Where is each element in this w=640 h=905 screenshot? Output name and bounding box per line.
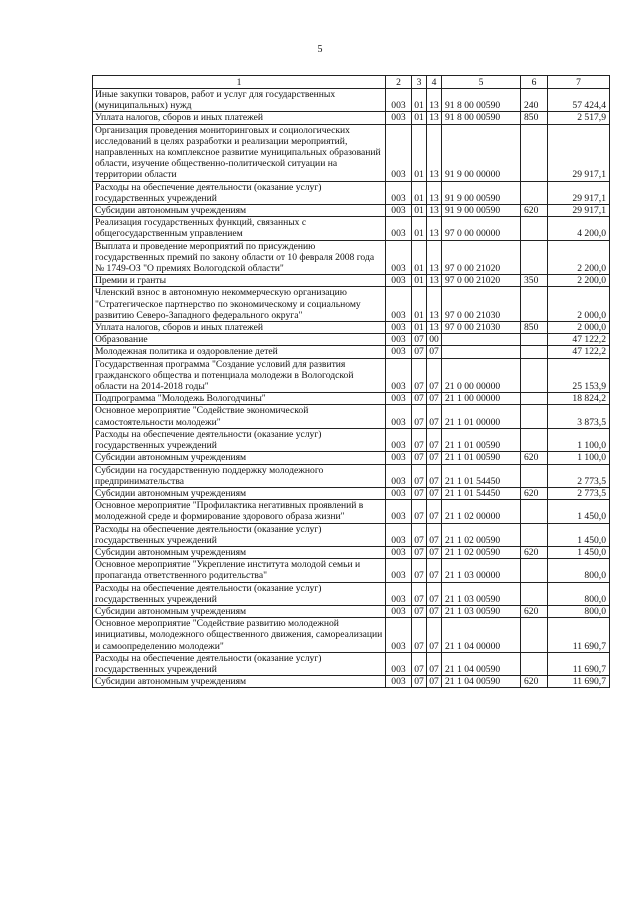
expense-type [521,346,548,358]
section-code: 07 [412,500,427,523]
expense-type [521,124,548,181]
item-name: Расходы на обеспечение деятельности (оказание услуг) государственных учреждений [93,582,386,605]
target-article: 21 1 02 00000 [442,500,521,523]
budget-table [92,75,610,688]
target-article: 21 1 01 54450 [442,464,521,487]
section-code: 07 [412,559,427,582]
amount: 1 100,0 [548,428,610,451]
item-name: Иные закупки товаров, работ и услуг для государственных (муниципальных) нужд [93,89,386,112]
item-name: Субсидии автономным учреждениям [93,546,386,558]
subsection-code: 07 [427,346,442,358]
amount: 11 690,7 [548,676,610,688]
expense-type [521,652,548,675]
expense-type [521,559,548,582]
subsection-code: 13 [427,181,442,204]
target-article: 91 9 00 00590 [442,205,521,217]
amount: 57 424,4 [548,89,610,112]
expense-type: 620 [521,605,548,617]
expense-type [521,287,548,322]
target-article: 97 0 00 21020 [442,240,521,275]
expense-type: 620 [521,546,548,558]
section-code: 07 [412,546,427,558]
target-article [442,334,521,346]
amount: 1 450,0 [548,500,610,523]
section-code: 01 [412,124,427,181]
target-article: 97 0 00 00000 [442,217,521,240]
item-name: Уплата налогов, сборов и иных платежей [93,112,386,124]
expense-type [521,405,548,428]
section-code: 01 [412,322,427,334]
section-code: 07 [412,428,427,451]
subsection-code: 07 [427,559,442,582]
table-row [93,346,610,358]
amount: 18 824,2 [548,393,610,405]
col-header-2: 2 [386,76,412,89]
subsection-code: 13 [427,89,442,112]
section-code: 01 [412,112,427,124]
target-article: 21 1 02 00590 [442,523,521,546]
subsection-code: 07 [427,500,442,523]
amount: 800,0 [548,605,610,617]
expense-type [521,358,548,393]
col-header-6: 6 [521,76,548,89]
item-name: Основное мероприятие "Укрепление института молодой семьи и пропаганда ответственного родительства" [93,559,386,582]
amount: 1 450,0 [548,523,610,546]
amount: 2 517,9 [548,112,610,124]
subsection-code: 07 [427,405,442,428]
ministry-code: 003 [386,559,412,582]
item-name: Выплата и проведение мероприятий по присуждению государственных премий по закону области от 10 февраля 2008 года № 1749-ОЗ "О премиях Вологодской области" [93,240,386,275]
amount: 4 200,0 [548,217,610,240]
ministry-code: 003 [386,334,412,346]
item-name: Государственная программа "Создание условий для развития гражданского общества и потенциала молодежи в Вологодской области на 2014-2018 годы" [93,358,386,393]
expense-type [521,428,548,451]
ministry-code: 003 [386,500,412,523]
table-row [93,582,610,605]
table-row [93,546,610,558]
subsection-code: 07 [427,452,442,464]
item-name: Расходы на обеспечение деятельности (оказание услуг) государственных учреждений [93,181,386,204]
subsection-code: 13 [427,205,442,217]
subsection-code: 07 [427,546,442,558]
item-name: Субсидии на государственную поддержку молодежного предпринимательства [93,464,386,487]
col-header-5: 5 [442,76,521,89]
amount: 2 773,5 [548,464,610,487]
item-name: Уплата налогов, сборов и иных платежей [93,322,386,334]
table-row [93,334,610,346]
ministry-code: 003 [386,523,412,546]
ministry-code: 003 [386,240,412,275]
table-row [93,428,610,451]
expense-type [521,181,548,204]
target-article: 21 1 04 00590 [442,676,521,688]
amount: 47 122,2 [548,346,610,358]
target-article: 91 9 00 00000 [442,124,521,181]
ministry-code: 003 [386,393,412,405]
ministry-code: 003 [386,618,412,653]
expense-type [521,393,548,405]
table-row [93,464,610,487]
item-name: Молодежная политика и оздоровление детей [93,346,386,358]
amount: 11 690,7 [548,618,610,653]
target-article: 97 0 00 21030 [442,287,521,322]
subsection-code: 13 [427,240,442,275]
target-article: 21 1 01 00590 [442,452,521,464]
ministry-code: 003 [386,428,412,451]
subsection-code: 07 [427,582,442,605]
table-row [93,652,610,675]
header-row [93,76,610,89]
amount: 800,0 [548,582,610,605]
section-code: 07 [412,464,427,487]
col-header-1: 1 [93,76,386,89]
section-code: 01 [412,89,427,112]
table-row [93,322,610,334]
table-row [93,618,610,653]
subsection-code: 13 [427,217,442,240]
section-code: 01 [412,217,427,240]
subsection-code: 07 [427,428,442,451]
target-article: 97 0 00 21030 [442,322,521,334]
table-row [93,676,610,688]
amount: 29 917,1 [548,181,610,204]
subsection-code: 07 [427,618,442,653]
ministry-code: 003 [386,205,412,217]
table-row [93,559,610,582]
section-code: 01 [412,181,427,204]
table-row [93,287,610,322]
target-article [442,346,521,358]
table-row [93,240,610,275]
ministry-code: 003 [386,217,412,240]
subsection-code: 13 [427,322,442,334]
expense-type [521,217,548,240]
section-code: 07 [412,605,427,617]
ministry-code: 003 [386,605,412,617]
item-name: Основное мероприятие "Содействие экономической самостоятельности молодежи" [93,405,386,428]
amount: 1 450,0 [548,546,610,558]
table-row [93,393,610,405]
table-row [93,112,610,124]
ministry-code: 003 [386,275,412,287]
ministry-code: 003 [386,287,412,322]
item-name: Субсидии автономным учреждениям [93,452,386,464]
target-article: 21 1 01 00000 [442,405,521,428]
ministry-code: 003 [386,181,412,204]
subsection-code: 13 [427,112,442,124]
subsection-code: 07 [427,676,442,688]
target-article: 21 1 00 00000 [442,393,521,405]
expense-type [521,582,548,605]
subsection-code: 07 [427,523,442,546]
ministry-code: 003 [386,582,412,605]
target-article: 21 1 02 00590 [442,546,521,558]
subsection-code: 07 [427,358,442,393]
subsection-code: 13 [427,287,442,322]
item-name: Премии и гранты [93,275,386,287]
section-code: 07 [412,346,427,358]
ministry-code: 003 [386,405,412,428]
item-name: Основное мероприятие "Профилактика негативных проявлений в молодежной среде и формирование здорового образа жизни" [93,500,386,523]
col-header-7: 7 [548,76,610,89]
subsection-code: 07 [427,393,442,405]
item-name: Субсидии автономным учреждениям [93,487,386,499]
expense-type: 620 [521,676,548,688]
section-code: 07 [412,523,427,546]
amount: 2 200,0 [548,240,610,275]
table-row [93,181,610,204]
ministry-code: 003 [386,124,412,181]
item-name: Расходы на обеспечение деятельности (оказание услуг) государственных учреждений [93,428,386,451]
section-code: 07 [412,452,427,464]
target-article: 91 8 00 00590 [442,112,521,124]
amount: 29 917,1 [548,205,610,217]
expense-type: 240 [521,89,548,112]
target-article: 21 0 00 00000 [442,358,521,393]
subsection-code: 00 [427,334,442,346]
item-name: Расходы на обеспечение деятельности (оказание услуг) государственных учреждений [93,523,386,546]
subsection-code: 07 [427,464,442,487]
section-code: 07 [412,393,427,405]
target-article: 21 1 04 00000 [442,618,521,653]
amount: 47 122,2 [548,334,610,346]
ministry-code: 003 [386,452,412,464]
table-row [93,452,610,464]
section-code: 07 [412,334,427,346]
subsection-code: 13 [427,275,442,287]
expense-type: 620 [521,452,548,464]
amount: 1 100,0 [548,452,610,464]
expense-type: 620 [521,487,548,499]
target-article: 21 1 03 00000 [442,559,521,582]
subsection-code: 07 [427,652,442,675]
target-article: 21 1 03 00590 [442,605,521,617]
ministry-code: 003 [386,546,412,558]
amount: 11 690,7 [548,652,610,675]
target-article: 21 1 04 00590 [442,652,521,675]
section-code: 07 [412,582,427,605]
amount: 2 000,0 [548,287,610,322]
table-row [93,405,610,428]
expense-type: 850 [521,112,548,124]
item-name: Субсидии автономным учреждениям [93,205,386,217]
item-name: Подпрограмма "Молодежь Вологодчины" [93,393,386,405]
section-code: 07 [412,676,427,688]
subsection-code: 13 [427,124,442,181]
target-article: 21 1 03 00590 [442,582,521,605]
expense-type: 620 [521,205,548,217]
ministry-code: 003 [386,112,412,124]
expense-type: 350 [521,275,548,287]
expense-type [521,334,548,346]
target-article: 21 1 01 00590 [442,428,521,451]
ministry-code: 003 [386,652,412,675]
section-code: 07 [412,487,427,499]
section-code: 01 [412,287,427,322]
expense-type [521,240,548,275]
item-name: Субсидии автономным учреждениям [93,676,386,688]
table-row [93,124,610,181]
amount: 3 873,5 [548,405,610,428]
expense-type [521,618,548,653]
target-article: 21 1 01 54450 [442,487,521,499]
amount: 800,0 [548,559,610,582]
item-name: Расходы на обеспечение деятельности (оказание услуг) государственных учреждений [93,652,386,675]
ministry-code: 003 [386,358,412,393]
section-code: 07 [412,405,427,428]
page-number: 5 [317,44,323,55]
col-header-3: 3 [412,76,427,89]
expense-type [521,464,548,487]
target-article: 97 0 00 21020 [442,275,521,287]
ministry-code: 003 [386,346,412,358]
ministry-code: 003 [386,89,412,112]
table-row [93,275,610,287]
amount: 2 000,0 [548,322,610,334]
table-row [93,205,610,217]
expense-type [521,500,548,523]
table-row [93,523,610,546]
section-code: 07 [412,618,427,653]
section-code: 01 [412,240,427,275]
expense-type: 850 [521,322,548,334]
ministry-code: 003 [386,487,412,499]
target-article: 91 9 00 00590 [442,181,521,204]
ministry-code: 003 [386,322,412,334]
item-name: Членский взнос в автономную некоммерческую организацию "Стратегическое партнерство по экономическому и социальному развитию Северо-Западного федерального округа" [93,287,386,322]
target-article: 91 8 00 00590 [442,89,521,112]
ministry-code: 003 [386,676,412,688]
item-name: Организация проведения мониторинговых и социологических исследований в целях разработки и реализации мероприятий, направленных на комплексное развитие муниципальных образований области, изучение общественно-политической ситуации на территории области [93,124,386,181]
item-name: Образование [93,334,386,346]
amount: 2 773,5 [548,487,610,499]
section-code: 01 [412,205,427,217]
section-code: 07 [412,652,427,675]
amount: 25 153,9 [548,358,610,393]
table-row [93,487,610,499]
table-row [93,500,610,523]
amount: 2 200,0 [548,275,610,287]
col-header-4: 4 [427,76,442,89]
subsection-code: 07 [427,487,442,499]
table-row [93,217,610,240]
expense-type [521,523,548,546]
subsection-code: 07 [427,605,442,617]
table-row [93,89,610,112]
item-name: Субсидии автономным учреждениям [93,605,386,617]
ministry-code: 003 [386,464,412,487]
item-name: Основное мероприятие "Содействие развитию молодежной инициативы, молодежного общественного движения, самореализации и самоопределению молодежи" [93,618,386,653]
item-name: Реализация государственных функций, связанных с общегосударственным управлением [93,217,386,240]
section-code: 07 [412,358,427,393]
section-code: 01 [412,275,427,287]
amount: 29 917,1 [548,124,610,181]
table-row [93,605,610,617]
table-row [93,358,610,393]
table-body [93,89,610,688]
